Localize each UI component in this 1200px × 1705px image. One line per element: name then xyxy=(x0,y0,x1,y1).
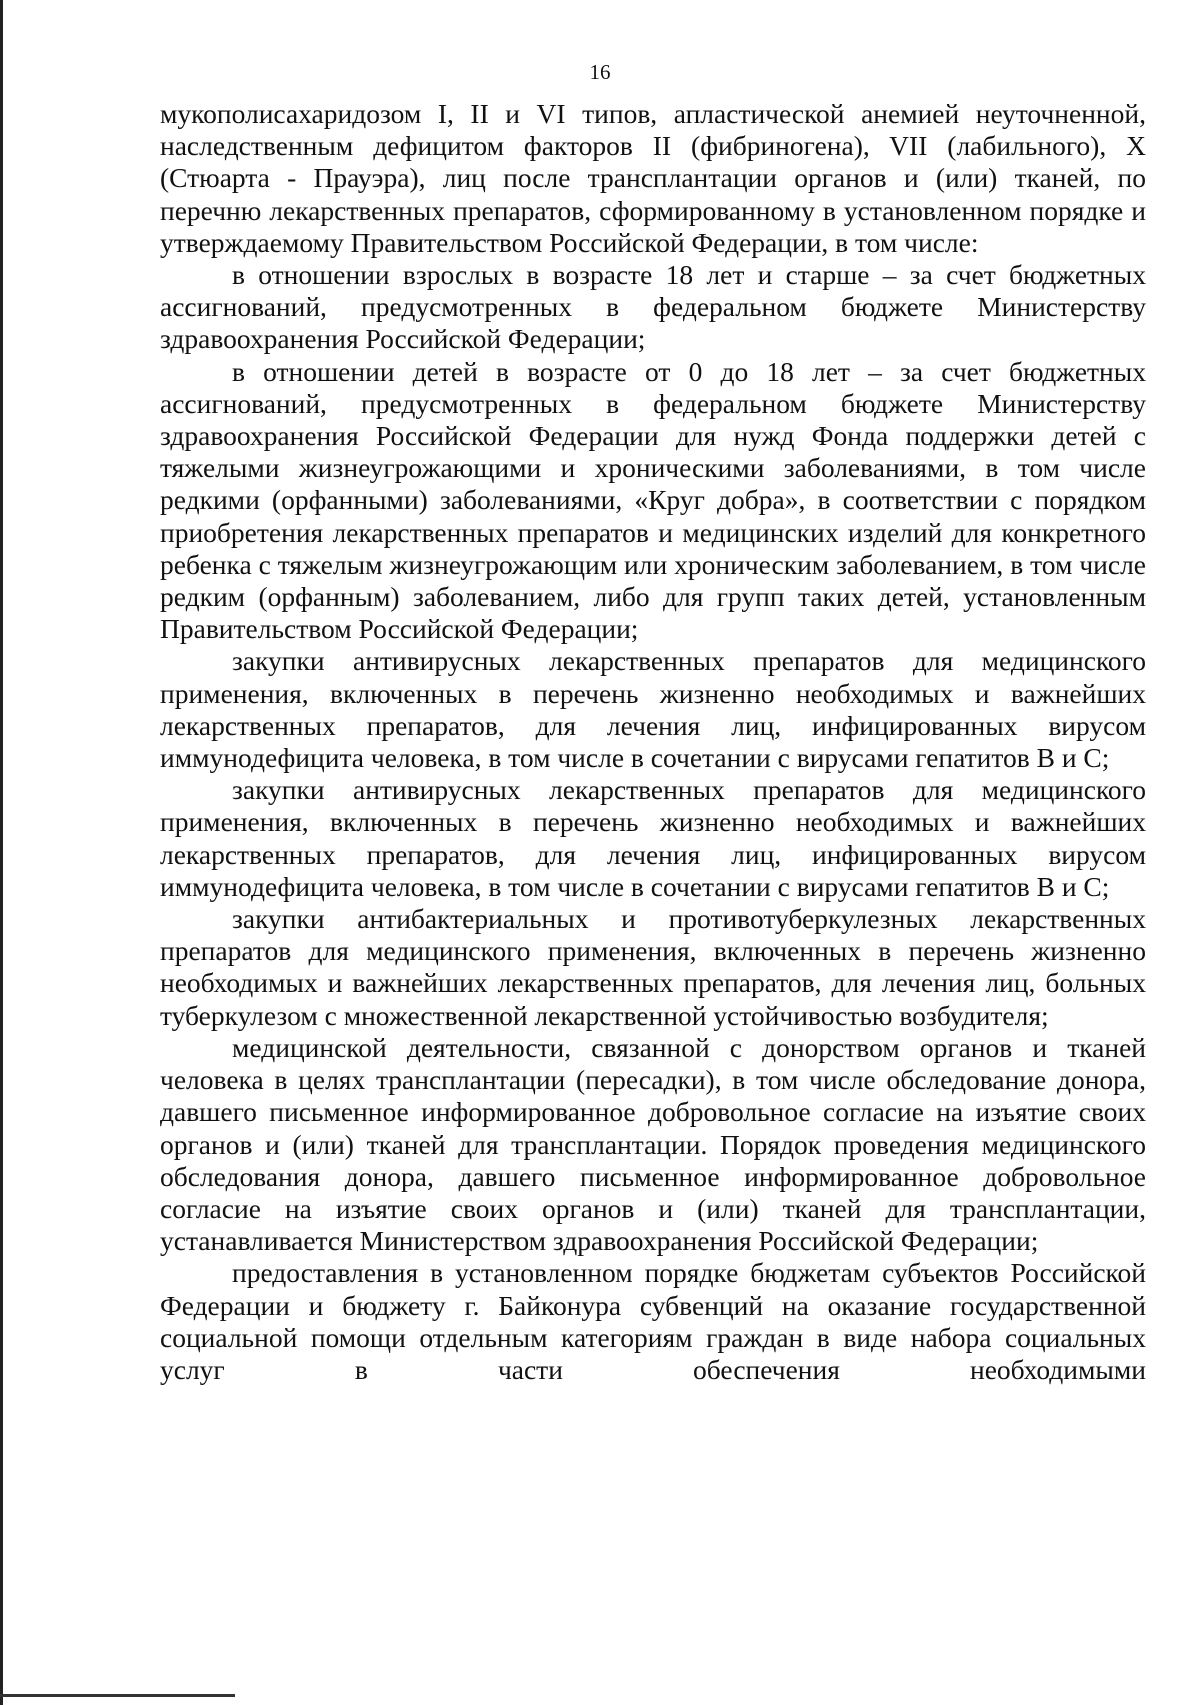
paragraph-antibacterial: закупки антибактериальных и противотуберкулезных лекарственных препаратов для медицинского применения, включенных в перечень жизненно необходимых и важнейших лекарственных препаратов, для лечения лиц, больных туберкулезом с множественной лекарственной устойчивостью возбудителя; xyxy=(160,903,1146,1031)
paragraph-adults: в отношении взрослых в возрасте 18 лет и старше – за счет бюджетных ассигнований, предусмотренных в федеральном бюджете Министерству здравоохранения Российской Федерации; xyxy=(160,259,1146,355)
scan-edge-bottom xyxy=(0,1694,235,1697)
paragraph-subventions: предоставления в установленном порядке бюджетам субъектов Российской Федерации и бюджету г. Байконура субвенций на оказание государственной социальной помощи отдельным категориям граждан в виде набора социальных услуг в части обеспечения необходимыми xyxy=(160,1257,1146,1385)
paragraph-antiviral-2: закупки антивирусных лекарственных препаратов для медицинского применения, включенных в перечень жизненно необходимых и важнейших лекарственных препаратов, для лечения лиц, инфицированных вирусом иммунодефицита человека, в том числе в сочетании с вирусами гепатитов B и C; xyxy=(160,774,1146,902)
page-number: 16 xyxy=(589,60,611,84)
paragraph-list-continuation: мукополисахаридозом I, II и VI типов, апластической анемией неуточненной, наследственным дефицитом факторов II (фибриногена), VII (лабильного), X (Стюарта - Прауэра), лиц после трансплантации органов и (или) тканей, по перечню лекарственных препаратов, сформированному в установленном порядке и утверждаемому Правительством Российской Федерации, в том числе: xyxy=(160,98,1146,258)
paragraph-children: в отношении детей в возрасте от 0 до 18 лет – за счет бюджетных ассигнований, предусмотренных в федеральном бюджете Министерству здравоохранения Российской Федерации для нужд Фонда поддержки детей с тяжелыми жизнеугрожающими и хроническими заболеваниями, в том числе редкими (орфанными) заболеваниями, «Круг добра», в соответствии с порядком приобретения лекарственных препаратов и медицинских изделий для конкретного ребенка с тяжелым жизнеугрожающим или хроническим заболеванием, в том числе редким (орфанным) заболеванием, либо для групп таких детей, установленным Правительством Российской Федерации; xyxy=(160,355,1146,645)
document-body xyxy=(160,98,1146,1386)
scan-edge-left xyxy=(0,0,3,1705)
paragraph-donation: медицинской деятельности, связанной с донорством органов и тканей человека в целях трансплантации (пересадки), в том числе обследование донора, давшего письменное информированное добровольное согласие на изъятие своих органов и (или) тканей для трансплантации. Порядок проведения медицинского обследования донора, давшего письменное информированное добровольное согласие на изъятие своих органов и (или) тканей для трансплантации, устанавливается Министерством здравоохранения Российской Федерации; xyxy=(160,1031,1146,1257)
paragraph-antiviral-1: закупки антивирусных лекарственных препаратов для медицинского применения, включенных в перечень жизненно необходимых и важнейших лекарственных препаратов, для лечения лиц, инфицированных вирусом иммунодефицита человека, в том числе в сочетании с вирусами гепатитов B и C; xyxy=(160,645,1146,774)
